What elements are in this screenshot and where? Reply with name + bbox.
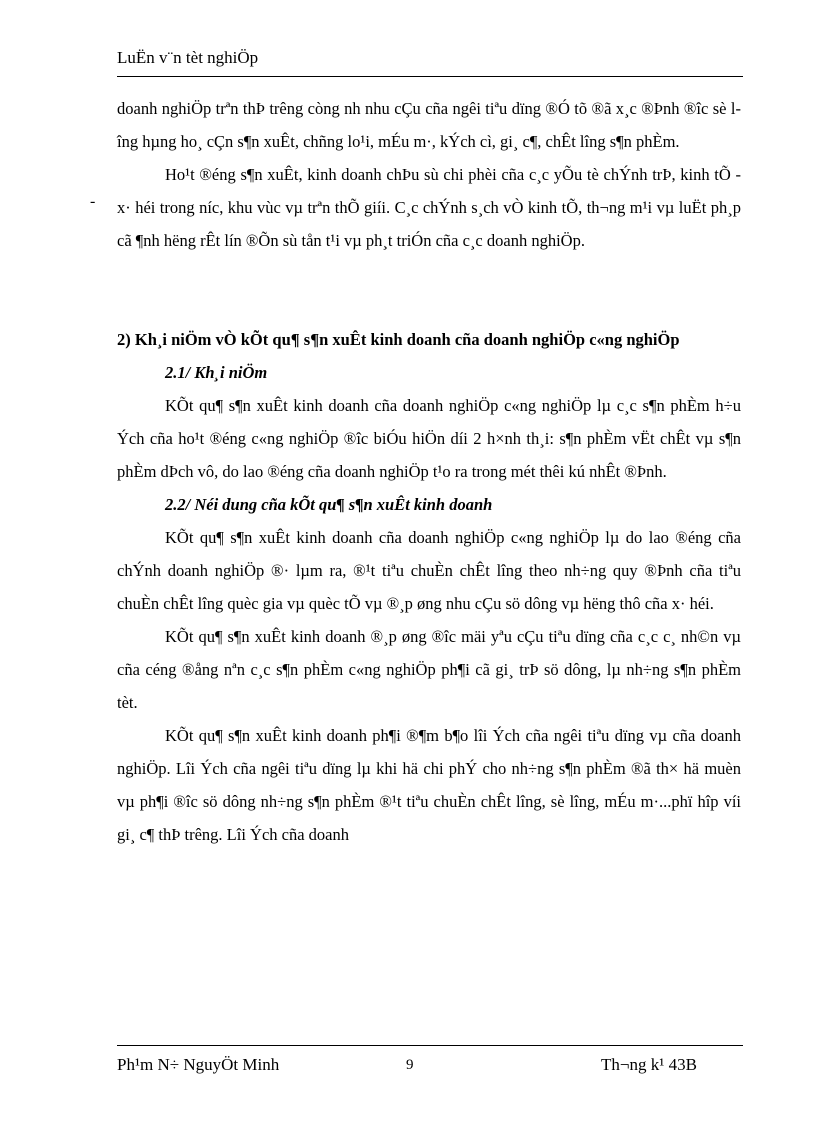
page-number: 9 [406, 1057, 414, 1073]
spacer [117, 257, 741, 323]
paragraph-1: doanh nghiÖp trªn thÞ trêng còng nh nhu cÇu cña ngêi tiªu dïng ®Ó tõ ®ã x¸c ®Þnh ®îc sè lîng hµng ho¸ cÇn s¶n xuÊt, chñng lo¹i, mÉu m·, kÝch cì, gi¸ c¶, chÊt lîng s¶n phÈm. [117, 99, 741, 151]
paragraph-6: KÕt qu¶ s¶n xuÊt kinh doanh ph¶i ®¶m b¶o lîi Ých cña ngêi tiªu dïng vµ cña doanh nghiÖp. Lîi Ých cña ngêi tiªu dïng lµ khi hä chi phÝ cho nh÷ng s¶n phÈm ®ã th× hä muèn vµ ph¶i ®îc sö dông nh÷ng s¶n phÈm ®¹t tiªu chuÈn chÊt lîng, sè lîng, mÉu m·...phï hîp víi gi¸ c¶ thÞ trêng. Lîi Ých cña doanh [117, 726, 741, 844]
subsection-heading-1: 2.1/ Kh¸i niÖm [165, 363, 268, 382]
header-rule [117, 76, 743, 77]
footer-author: Ph¹m N÷ NguyÖt Minh [117, 1055, 280, 1074]
paragraph-3: KÕt qu¶ s¶n xuÊt kinh doanh cña doanh nghiÖp c«ng nghiÖp lµ c¸c s¶n phÈm h÷u Ých cña ho¹t ®éng c«ng nghiÖp ®îc biÓu hiÖn díi 2 h×nh th¸i: s¶n phÈm vËt chÊt vµ s¶n phÈm dÞch vô, do lao ®éng cña doanh nghiÖp t¹o ra trong mét thêi kú nhÊt ®Þnh. [117, 396, 741, 481]
body-text [117, 92, 741, 851]
footer-class: Th¬ng k¹ 43B [601, 1055, 697, 1074]
running-header: LuËn v¨n tèt nghiÖp [117, 48, 259, 67]
section-heading: 2) Kh¸i niÖm vÒ kÕt qu¶ s¶n xuÊt kinh doanh cña doanh nghiÖp c«ng nghiÖp [117, 330, 680, 349]
paragraph-5: KÕt qu¶ s¶n xuÊt kinh doanh ®¸p øng ®îc mäi yªu cÇu tiªu dïng cña c¸c c¸ nh©n vµ cña céng ®ång nªn c¸c s¶n phÈm c«ng nghiÖp ph¶i cã gi¸ trÞ sö dông, lµ nh÷ng s¶n phÈm tèt. [117, 627, 741, 712]
footer-rule [117, 1045, 743, 1046]
bullet-mark: - [90, 193, 96, 210]
paragraph-4: KÕt qu¶ s¶n xuÊt kinh doanh cña doanh nghiÖp c«ng nghiÖp lµ do lao ®éng cña chÝnh doanh nghiÖp ®· lµm ra, ®¹t tiªu chuÈn chÊt lîng theo nh÷ng quy ®Þnh cña tiªu chuÈn chÊt lîng quèc gia vµ quèc tÕ vµ ®¸p øng nhu cÇu sö dông vµ hëng thô cña x· héi. [117, 528, 741, 613]
subsection-heading-2: 2.2/ Néi dung cña kÕt qu¶ s¶n xuÊt kinh doanh [165, 495, 493, 514]
paragraph-2: Ho¹t ®éng s¶n xuÊt, kinh doanh chÞu sù chi phèi cña c¸c yÕu tè chÝnh trÞ, kinh tÕ - x· héi trong níc, khu vùc vµ trªn thÕ giíi. C¸c chÝnh s¸ch vÒ kinh tÕ, th¬ng m¹i vµ luËt ph¸p cã ¶nh hëng rÊt lín ®Õn sù tån t¹i vµ ph¸t triÓn cña c¸c doanh nghiÖp. [117, 165, 741, 250]
